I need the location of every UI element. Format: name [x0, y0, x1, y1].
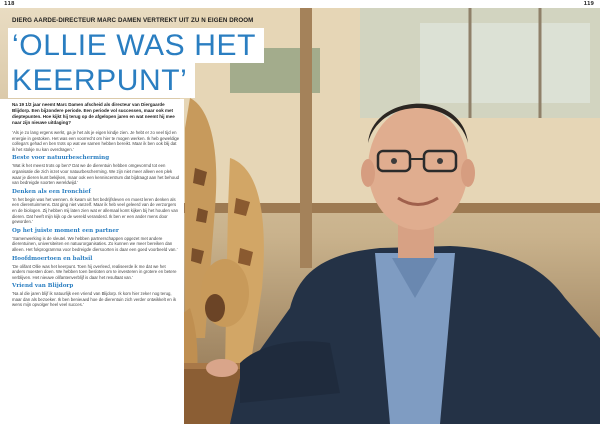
paragraph: ‘Als je zo lang ergens werkt, ga je het als je eigen kindje zien. Je hebt er zo veel tijd en energie in gestoken. Het was een voorrecht om hier te mogen werken. Ik heb geweldige collega’s gehad en ben trots op wat we samen hebben bereikt. Maar ik ben ook blij dat ik het stokje nu kan overdragen.’ [12, 130, 180, 152]
article-title-line2: KEERPUNT’ [12, 64, 188, 97]
paragraph: ‘Wat ik het meest trots op ben? Dat we de dierentuin hebben omgevormd tot een organisatie die zich inzet voor natuurbescherming. We zijn niet meer alleen een plek waar je dieren kunt bekijken, maar ook een kenniscentrum dat bijdraagt aan het behoud van bedreigde soorten wereldwijd.’ [12, 163, 179, 186]
article-intro: Na 19 1/2 jaar neemt Marc Damen afscheid als directeur van Diergaarde Blijdorp. Een bijzondere periode. Een periode vol successen, maar ook met dieptepunten. Hoe kijkt hij terug op de afgelopen jaren en wat neemt hij mee naar zijn nieuwe uitdaging? [12, 102, 175, 125]
title-box-line1 [8, 28, 264, 63]
subheading: Hoofdmoertoen en baltsil [12, 255, 93, 262]
page-number-left: 118 [4, 1, 15, 7]
paragraph: ‘Na al die jaren blijf ik natuurlijk een vriend van Blijdorp. Ik kom hier zeker nog terug, maar dan als bezoeker. Ik ben benieuwd hoe de dierentuin zich verder ontwikkelt en ik wens mijn opvolger heel veel succes.’ [12, 291, 177, 308]
paragraph: ‘In het begin was het wennen. Ik kwam uit het bedrijfsleven en moest leren denken als een dierentuinmens. Dat ging niet vanzelf. Maar ik heb veel geleerd van de verzorgers en de biologen. Zij hebben mij laten zien wat er allemaal komt kijken bij het houden van dieren. Dat heeft mijn kijk op de wereld veranderd. Ik ben er een ander mens door geworden.’ [12, 196, 179, 225]
text-column-inner [12, 102, 180, 311]
page-header-band [0, 0, 600, 8]
title-box-line2 [8, 63, 195, 98]
text-column [0, 99, 184, 424]
subheading: Op het juiste moment een partner [12, 227, 119, 234]
article-kicker: DIERG AARDE-DIRECTEUR MARC DAMEN VERTREKT UIT ZU N EIGEN DROOM [12, 17, 254, 24]
subheading: Denken als een Ironchief [12, 188, 91, 195]
subheading: Beste voor natuurbescherming [12, 155, 110, 162]
paragraph: ‘Samenwerking is de sleutel. We hebben partnerschappen opgezet met andere dierentuinen, universiteiten en natuurorganisaties. Zo kunnen we meer bereiken dan alleen. Het fokprogramma voor bedreigde diersoorten is daar een goed voorbeeld van.’ [12, 235, 178, 252]
paragraph: ‘De olifant Ollie was het keerpunt. Toen hij overleed, realiseerde ik me dat we het anders moesten doen. We hebben toen besloten om te investeren in grotere en betere verblijven. Het nieuwe olifantenverblijf is daar het resultaat van.’ [12, 263, 177, 280]
page-number-right: 119 [583, 1, 594, 7]
subheading: Vriend van Blijdorp [12, 283, 74, 290]
article-title-line1: ‘OLLIE WAS HET [12, 29, 257, 62]
